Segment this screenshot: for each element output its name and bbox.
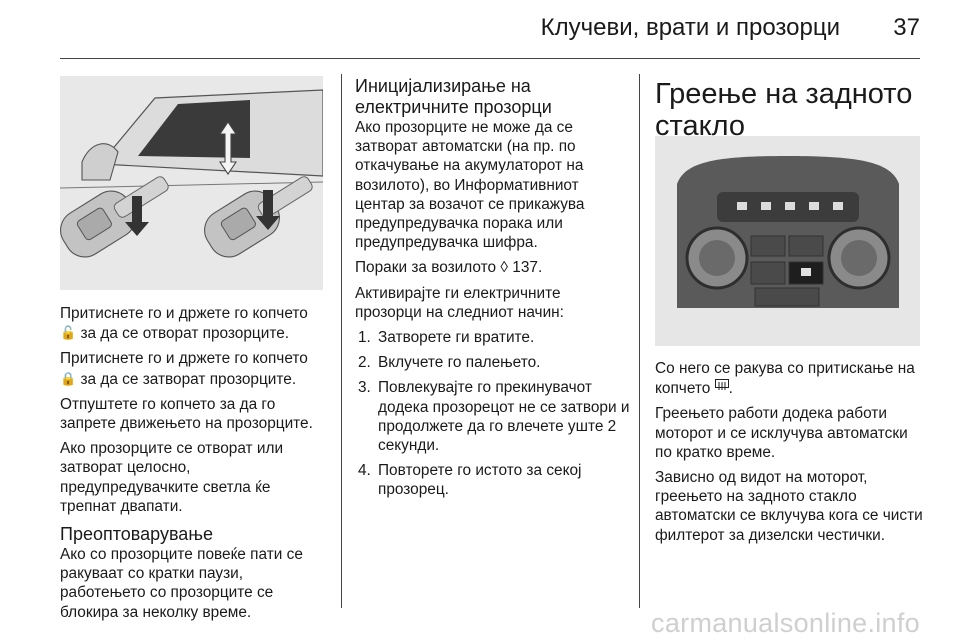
paragraph-overload: Ако со прозорците повеќе пати се ракуваат со кратки паузи, работењето со прозорците се блокира за неколку време.	[60, 546, 303, 621]
step-text: Вклучете го палењето.	[378, 354, 541, 372]
heading-rear-window-heating: Греење на задното стакло	[655, 78, 913, 142]
paragraph-close-windows-text-2: за да се затворат прозорците.	[80, 370, 297, 388]
heading-initialisation: Иницијализирање на електричните прозорци	[355, 76, 552, 117]
step-text: Повлекувајте го прекинувачот додека прозорецот не се затвори и продолжете да го влечете уште 2 секунди.	[378, 379, 630, 455]
list-item	[355, 378, 630, 455]
lock-key-icon: 🔒	[60, 370, 77, 386]
header-rule	[60, 58, 920, 59]
steps-list	[355, 328, 630, 500]
step-number: 2.	[358, 354, 371, 372]
rear-window-heater-icon	[715, 378, 729, 397]
window-key-illustration	[60, 76, 323, 290]
paragraph-close-windows	[60, 349, 328, 388]
paragraph-open-windows-text-2: за да се отворат прозорците.	[80, 325, 290, 343]
paragraph-hazard-flash: Ако прозорците се отворат или затворат целосно, предупредувачките светла ќе трепнат двапати.	[60, 440, 284, 515]
list-item	[355, 328, 630, 347]
step-number: 3.	[358, 379, 371, 397]
heading-overload: Преоптоварување	[60, 524, 213, 545]
column-divider-1	[341, 74, 342, 608]
reference-text: Пораки за возилото	[355, 259, 497, 277]
column-2	[355, 76, 630, 506]
paragraph-operate: Со него се ракува со притискање на копчето .	[655, 360, 915, 398]
paragraph-close-windows-text: Притиснете го и држете го копчето	[60, 350, 308, 368]
paragraph-open-windows-text: Притиснете го и држете го копчето	[60, 305, 308, 322]
step-text: Затворете ги вратите.	[378, 329, 535, 347]
list-item	[355, 461, 630, 499]
paragraph-auto-off: Греењето работи додека работи моторот и се исклучува автоматски по кратко време.	[655, 405, 908, 461]
reference-page: 137.	[512, 259, 543, 277]
paragraph-stop-movement: Отпуштете го копчето за да го запрете движењето на прозорците.	[60, 395, 313, 433]
paragraph-operate-text: Со него се ракува со притискање на копчето	[655, 360, 915, 398]
step-number: 1.	[358, 329, 371, 347]
step-number: 4.	[358, 462, 371, 480]
watermark: carmanualsonline.info	[651, 608, 920, 638]
column-3	[655, 359, 923, 551]
page-reference-arrow-icon: ◊	[500, 259, 508, 277]
list-item	[355, 353, 630, 372]
page-header-title: Клучеви, врати и прозорци	[540, 14, 840, 41]
paragraph-activate: Активирајте ги електричните прозорци на следниот начин:	[355, 284, 564, 321]
step-text: Повторете го истото за секој прозорец.	[378, 462, 582, 499]
unlock-key-icon: 🔓	[60, 325, 77, 341]
paragraph-init: Ако прозорците не може да се затворат автоматски (на пр. по откачување на акумулаторот на возилото), во Информативниот центар за возачот се прикажува предупредувачка порака или предупредувачка шифра.	[355, 119, 585, 252]
column-1	[60, 304, 328, 628]
climate-panel-illustration	[655, 136, 920, 346]
paragraph-diesel-filter: Зависно од видот на моторот, греењето на задното стакло автоматски се вклучува кога се чисти филтерот за дизелски честички.	[655, 469, 923, 544]
paragraph-reference	[355, 258, 630, 277]
column-divider-2	[639, 74, 640, 608]
paragraph-open-windows	[60, 304, 328, 343]
page-number: 37	[893, 14, 920, 41]
